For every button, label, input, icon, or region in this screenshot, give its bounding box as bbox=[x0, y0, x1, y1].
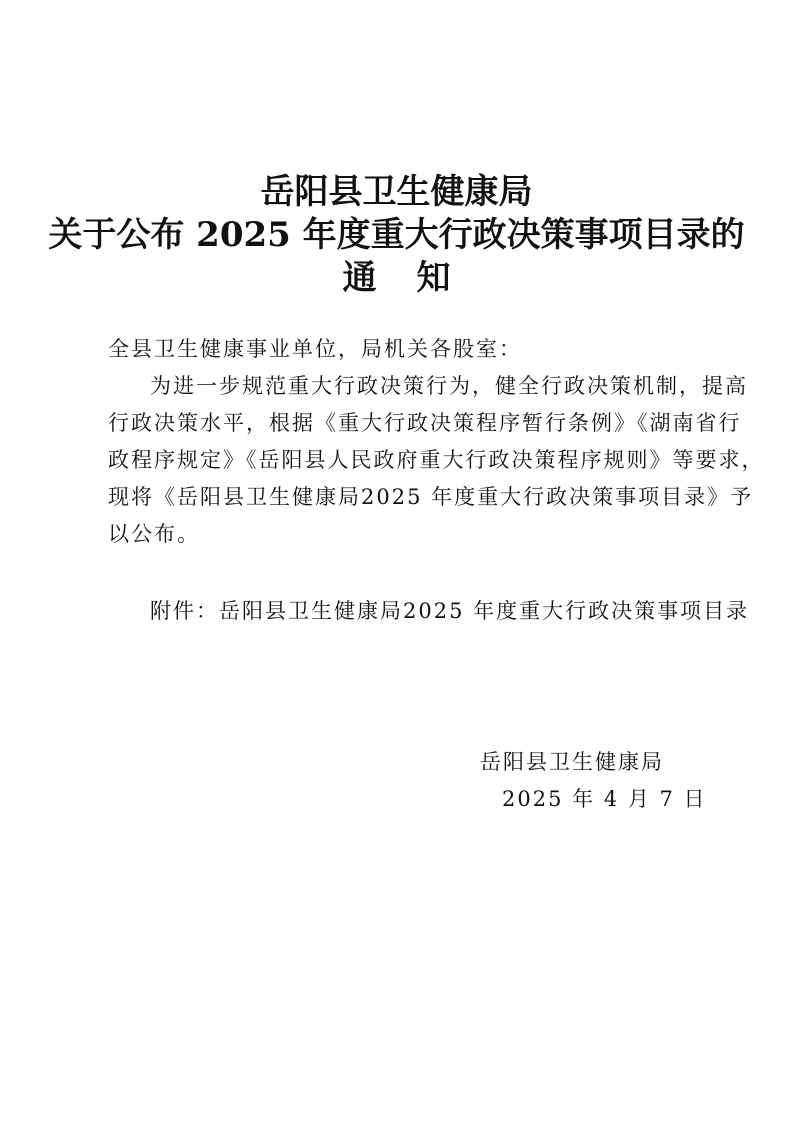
attachment-note: 附件：岳阳县卫生健康局2025 年度重大行政决策事项目录 bbox=[150, 599, 750, 623]
title-line-2: 关于公布 2025 年度重大行政决策事项目录的 bbox=[48, 215, 745, 255]
signature-organization: 岳阳县卫生健康局 bbox=[480, 750, 664, 774]
body-line: 行政决策水平，根据《重大行政决策程序暂行条例》《湖南省行 bbox=[108, 411, 742, 435]
signature-date: 2025 年 4 月 7 日 bbox=[502, 787, 707, 811]
title-line-1: 岳阳县卫生健康局 bbox=[260, 172, 533, 212]
body-line: 为进一步规范重大行政决策行为，健全行政决策机制，提高 bbox=[150, 374, 748, 398]
body-line: 以公布。 bbox=[108, 522, 200, 546]
salutation: 全县卫生健康事业单位，局机关各股室： bbox=[108, 337, 522, 361]
title-line-3: 通知 bbox=[342, 258, 491, 298]
body-line: 政程序规定》《岳阳县人民政府重大行政决策程序规则》等要求， bbox=[108, 448, 765, 472]
body-line: 现将《岳阳县卫生健康局2025 年度重大行政决策事项目录》予 bbox=[108, 485, 754, 509]
